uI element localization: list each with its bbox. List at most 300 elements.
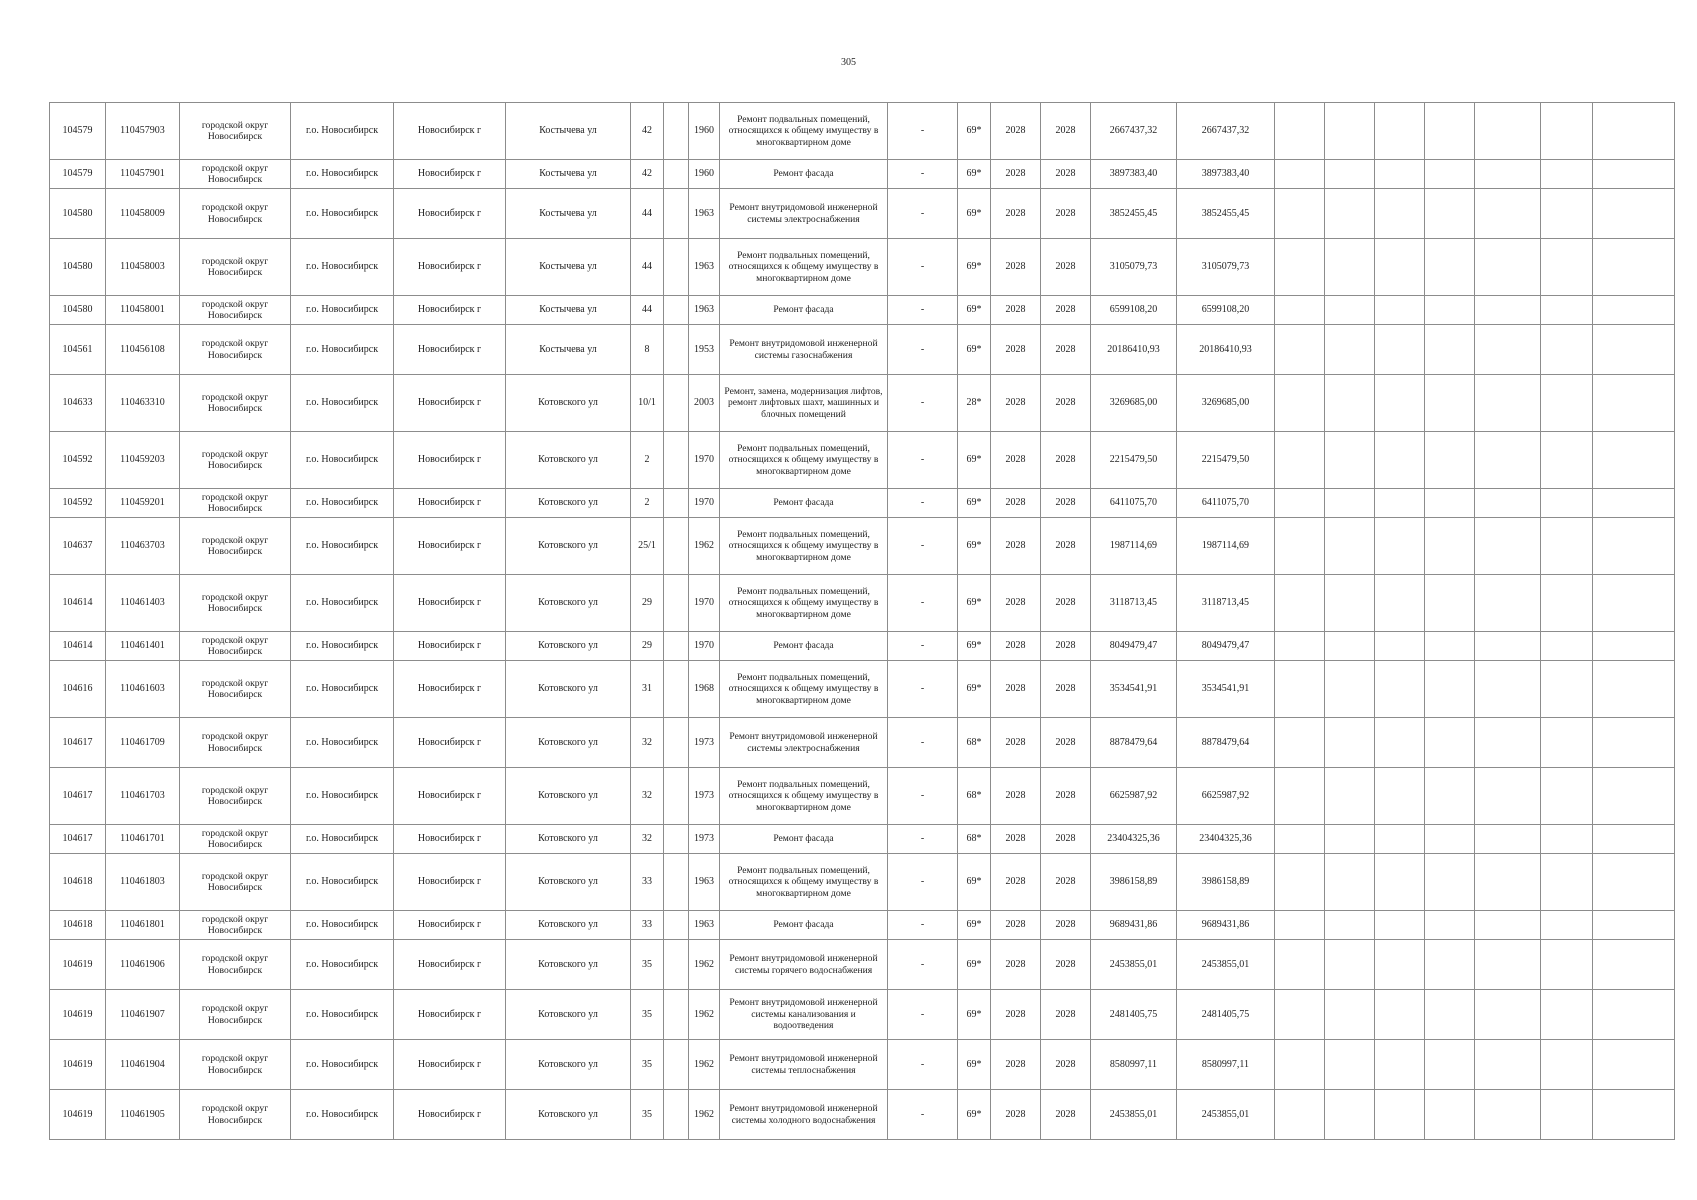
cell-plan-year: 2028 (991, 103, 1041, 160)
cell-plan-year: 2028 (991, 489, 1041, 518)
cell-wear: 69* (958, 1040, 991, 1090)
cell-total: 8049479,47 (1177, 632, 1275, 661)
cell-year: 1973 (689, 825, 720, 854)
cell-street: Костычева ул (506, 325, 631, 375)
cell-street: Котовского ул (506, 768, 631, 825)
cell-empty (1541, 189, 1593, 239)
cell-wear: 69* (958, 160, 991, 189)
cell-year: 1968 (689, 661, 720, 718)
cell-wear: 69* (958, 911, 991, 940)
cell-empty (1541, 325, 1593, 375)
table-row (50, 103, 1675, 160)
cell-plan-year: 2028 (991, 518, 1041, 575)
cell-year: 1960 (689, 160, 720, 189)
cell-year: 1963 (689, 296, 720, 325)
cell-plan-year: 2028 (991, 854, 1041, 911)
cell-empty (1541, 632, 1593, 661)
cell-wear: 68* (958, 718, 991, 768)
table-row (50, 854, 1675, 911)
cell-empty (1425, 661, 1475, 718)
cell-wear: 69* (958, 325, 991, 375)
cell-city: Новосибирск г (394, 375, 506, 432)
cell-year: 1960 (689, 103, 720, 160)
cell-municipality: городской округ Новосибирск (180, 575, 291, 632)
cell-cost: 23404325,36 (1091, 825, 1177, 854)
cell-cost: 2481405,75 (1091, 990, 1177, 1040)
cell-building (664, 296, 689, 325)
cell-city: Новосибирск г (394, 1090, 506, 1140)
cell-municipality: городской округ Новосибирск (180, 518, 291, 575)
cell-year-2: 2028 (1041, 189, 1091, 239)
cell-empty (1325, 489, 1375, 518)
cell-wear: 69* (958, 940, 991, 990)
cell-plan-year: 2028 (991, 1040, 1041, 1090)
cell-empty (1375, 189, 1425, 239)
cell-empty (1375, 940, 1425, 990)
cell-building (664, 325, 689, 375)
cell-empty (1425, 718, 1475, 768)
cell-empty (1593, 718, 1675, 768)
cell-house: 42 (631, 160, 664, 189)
cell-total: 3105079,73 (1177, 239, 1275, 296)
cell-house: 33 (631, 911, 664, 940)
cell-plan-year: 2028 (991, 375, 1041, 432)
cell-plan-year: 2028 (991, 940, 1041, 990)
cell-empty (1325, 911, 1375, 940)
cell-code: 110461801 (106, 911, 180, 940)
cell-unit: - (888, 911, 958, 940)
cell-empty (1275, 103, 1325, 160)
cell-empty (1275, 911, 1325, 940)
cell-id: 104618 (50, 854, 106, 911)
cell-wear: 69* (958, 432, 991, 489)
cell-total: 2453855,01 (1177, 940, 1275, 990)
cell-work-type: Ремонт внутридомовой инженерной системы электроснабжения (720, 718, 888, 768)
cell-empty (1475, 854, 1541, 911)
cell-cost: 2667437,32 (1091, 103, 1177, 160)
cell-id: 104619 (50, 940, 106, 990)
cell-unit: - (888, 518, 958, 575)
cell-id: 104633 (50, 375, 106, 432)
cell-city: Новосибирск г (394, 718, 506, 768)
table-row (50, 239, 1675, 296)
cell-municipality: городской округ Новосибирск (180, 825, 291, 854)
cell-cost: 3897383,40 (1091, 160, 1177, 189)
cell-empty (1425, 990, 1475, 1040)
cell-house: 8 (631, 325, 664, 375)
cell-work-type: Ремонт внутридомовой инженерной системы газоснабжения (720, 325, 888, 375)
cell-work-type: Ремонт фасада (720, 911, 888, 940)
cell-empty (1325, 940, 1375, 990)
cell-plan-year: 2028 (991, 189, 1041, 239)
cell-cost: 6411075,70 (1091, 489, 1177, 518)
cell-total: 3534541,91 (1177, 661, 1275, 718)
cell-cost: 9689431,86 (1091, 911, 1177, 940)
cell-empty (1425, 239, 1475, 296)
cell-empty (1425, 575, 1475, 632)
cell-empty (1425, 296, 1475, 325)
cell-house: 2 (631, 489, 664, 518)
cell-id: 104617 (50, 718, 106, 768)
cell-building (664, 825, 689, 854)
cell-id: 104592 (50, 432, 106, 489)
cell-empty (1593, 940, 1675, 990)
table-row (50, 768, 1675, 825)
cell-year-2: 2028 (1041, 854, 1091, 911)
table-row (50, 296, 1675, 325)
cell-plan-year: 2028 (991, 575, 1041, 632)
cell-year-2: 2028 (1041, 718, 1091, 768)
cell-unit: - (888, 296, 958, 325)
cell-work-type: Ремонт фасада (720, 489, 888, 518)
cell-unit: - (888, 854, 958, 911)
cell-municipality: городской округ Новосибирск (180, 632, 291, 661)
cell-cost: 8878479,64 (1091, 718, 1177, 768)
cell-unit: - (888, 718, 958, 768)
cell-empty (1275, 940, 1325, 990)
cell-building (664, 854, 689, 911)
cell-empty (1475, 990, 1541, 1040)
cell-wear: 28* (958, 375, 991, 432)
cell-empty (1593, 1040, 1675, 1090)
cell-empty (1475, 911, 1541, 940)
cell-street: Котовского ул (506, 825, 631, 854)
cell-empty (1375, 768, 1425, 825)
cell-cost: 3534541,91 (1091, 661, 1177, 718)
cell-id: 104616 (50, 661, 106, 718)
cell-plan-year: 2028 (991, 718, 1041, 768)
cell-empty (1425, 825, 1475, 854)
cell-wear: 69* (958, 296, 991, 325)
cell-unit: - (888, 103, 958, 160)
cell-building (664, 189, 689, 239)
cell-empty (1475, 103, 1541, 160)
cell-building (664, 103, 689, 160)
cell-empty (1325, 296, 1375, 325)
cell-id: 104614 (50, 632, 106, 661)
cell-year: 1962 (689, 1090, 720, 1140)
cell-unit: - (888, 239, 958, 296)
cell-empty (1475, 575, 1541, 632)
cell-municipality: городской округ Новосибирск (180, 189, 291, 239)
cell-total: 6625987,92 (1177, 768, 1275, 825)
table-row (50, 990, 1675, 1040)
cell-city: Новосибирск г (394, 103, 506, 160)
cell-building (664, 661, 689, 718)
cell-cost: 1987114,69 (1091, 518, 1177, 575)
cell-empty (1375, 575, 1425, 632)
cell-municipality: городской округ Новосибирск (180, 103, 291, 160)
table-row (50, 911, 1675, 940)
cell-unit: - (888, 189, 958, 239)
cell-street: Костычева ул (506, 189, 631, 239)
cell-empty (1375, 911, 1425, 940)
cell-empty (1425, 632, 1475, 661)
cell-city: Новосибирск г (394, 854, 506, 911)
cell-empty (1475, 296, 1541, 325)
cell-code: 110463310 (106, 375, 180, 432)
cell-house: 2 (631, 432, 664, 489)
cell-district: г.о. Новосибирск (291, 718, 394, 768)
cell-empty (1325, 325, 1375, 375)
cell-empty (1593, 160, 1675, 189)
cell-house: 29 (631, 632, 664, 661)
cell-empty (1475, 489, 1541, 518)
cell-code: 110461905 (106, 1090, 180, 1140)
cell-wear: 69* (958, 489, 991, 518)
cell-work-type: Ремонт внутридомовой инженерной системы теплоснабжения (720, 1040, 888, 1090)
cell-unit: - (888, 825, 958, 854)
cell-empty (1275, 296, 1325, 325)
cell-empty (1475, 661, 1541, 718)
cell-empty (1475, 160, 1541, 189)
cell-empty (1593, 103, 1675, 160)
cell-empty (1275, 518, 1325, 575)
table-row (50, 1040, 1675, 1090)
table-row (50, 518, 1675, 575)
cell-empty (1375, 325, 1425, 375)
cell-id: 104619 (50, 990, 106, 1040)
cell-empty (1541, 518, 1593, 575)
table-row (50, 325, 1675, 375)
cell-district: г.о. Новосибирск (291, 103, 394, 160)
cell-cost: 2215479,50 (1091, 432, 1177, 489)
cell-year: 1970 (689, 632, 720, 661)
cell-empty (1325, 160, 1375, 189)
cell-year: 1970 (689, 489, 720, 518)
cell-plan-year: 2028 (991, 160, 1041, 189)
cell-total: 2667437,32 (1177, 103, 1275, 160)
cell-district: г.о. Новосибирск (291, 911, 394, 940)
cell-year: 1970 (689, 575, 720, 632)
cell-year-2: 2028 (1041, 160, 1091, 189)
cell-empty (1541, 768, 1593, 825)
cell-house: 35 (631, 940, 664, 990)
cell-plan-year: 2028 (991, 432, 1041, 489)
cell-district: г.о. Новосибирск (291, 189, 394, 239)
cell-empty (1275, 375, 1325, 432)
cell-street: Котовского ул (506, 911, 631, 940)
cell-unit: - (888, 1040, 958, 1090)
cell-street: Котовского ул (506, 661, 631, 718)
cell-id: 104618 (50, 911, 106, 940)
cell-district: г.о. Новосибирск (291, 432, 394, 489)
cell-district: г.о. Новосибирск (291, 661, 394, 718)
cell-year-2: 2028 (1041, 1090, 1091, 1140)
cell-empty (1425, 325, 1475, 375)
table-row (50, 432, 1675, 489)
cell-empty (1325, 854, 1375, 911)
cell-year: 1953 (689, 325, 720, 375)
cell-empty (1593, 518, 1675, 575)
cell-empty (1375, 518, 1425, 575)
cell-empty (1275, 661, 1325, 718)
cell-district: г.о. Новосибирск (291, 296, 394, 325)
cell-total: 6411075,70 (1177, 489, 1275, 518)
cell-empty (1541, 160, 1593, 189)
cell-house: 25/1 (631, 518, 664, 575)
cell-district: г.о. Новосибирск (291, 375, 394, 432)
cell-empty (1375, 296, 1425, 325)
cell-unit: - (888, 768, 958, 825)
cell-district: г.о. Новосибирск (291, 990, 394, 1040)
cell-id: 104617 (50, 768, 106, 825)
cell-work-type: Ремонт подвальных помещений, относящихся к общему имуществу в многоквартирном доме (720, 518, 888, 575)
cell-plan-year: 2028 (991, 239, 1041, 296)
cell-street: Костычева ул (506, 160, 631, 189)
cell-unit: - (888, 661, 958, 718)
cell-house: 35 (631, 1040, 664, 1090)
cell-wear: 69* (958, 632, 991, 661)
cell-district: г.о. Новосибирск (291, 632, 394, 661)
cell-work-type: Ремонт фасада (720, 825, 888, 854)
cell-house: 33 (631, 854, 664, 911)
cell-unit: - (888, 1090, 958, 1140)
cell-wear: 69* (958, 575, 991, 632)
cell-house: 44 (631, 239, 664, 296)
cell-district: г.о. Новосибирск (291, 160, 394, 189)
cell-wear: 69* (958, 661, 991, 718)
cell-unit: - (888, 325, 958, 375)
cell-empty (1325, 239, 1375, 296)
table-row (50, 661, 1675, 718)
cell-empty (1275, 432, 1325, 489)
cell-municipality: городской округ Новосибирск (180, 432, 291, 489)
cell-empty (1593, 661, 1675, 718)
cell-empty (1541, 854, 1593, 911)
cell-empty (1593, 189, 1675, 239)
cell-city: Новосибирск г (394, 575, 506, 632)
cell-district: г.о. Новосибирск (291, 1090, 394, 1140)
cell-code: 110461401 (106, 632, 180, 661)
cell-empty (1275, 1090, 1325, 1140)
cell-empty (1475, 825, 1541, 854)
cell-unit: - (888, 575, 958, 632)
cell-total: 2215479,50 (1177, 432, 1275, 489)
cell-total: 2481405,75 (1177, 990, 1275, 1040)
cell-empty (1325, 768, 1375, 825)
cell-code: 110461904 (106, 1040, 180, 1090)
cell-total: 9689431,86 (1177, 911, 1275, 940)
cell-cost: 8580997,11 (1091, 1040, 1177, 1090)
page-number: 305 (841, 57, 856, 68)
cell-empty (1325, 718, 1375, 768)
cell-municipality: городской округ Новосибирск (180, 990, 291, 1040)
cell-empty (1275, 718, 1325, 768)
cell-code: 110461803 (106, 854, 180, 911)
cell-building (664, 432, 689, 489)
cell-empty (1325, 103, 1375, 160)
cell-street: Костычева ул (506, 239, 631, 296)
cell-city: Новосибирск г (394, 940, 506, 990)
cell-street: Котовского ул (506, 854, 631, 911)
cell-total: 3118713,45 (1177, 575, 1275, 632)
cell-empty (1275, 1040, 1325, 1090)
cell-district: г.о. Новосибирск (291, 940, 394, 990)
cell-district: г.о. Новосибирск (291, 1040, 394, 1090)
cell-street: Котовского ул (506, 990, 631, 1040)
cell-empty (1593, 375, 1675, 432)
cell-code: 110461701 (106, 825, 180, 854)
cell-cost: 3269685,00 (1091, 375, 1177, 432)
cell-city: Новосибирск г (394, 518, 506, 575)
cell-house: 35 (631, 1090, 664, 1140)
cell-wear: 69* (958, 103, 991, 160)
cell-empty (1593, 990, 1675, 1040)
cell-city: Новосибирск г (394, 911, 506, 940)
cell-year: 1962 (689, 518, 720, 575)
cell-empty (1275, 575, 1325, 632)
cell-building (664, 632, 689, 661)
cell-empty (1475, 1040, 1541, 1090)
cell-work-type: Ремонт внутридомовой инженерной системы электроснабжения (720, 189, 888, 239)
cell-city: Новосибирск г (394, 825, 506, 854)
table-row (50, 375, 1675, 432)
cell-empty (1541, 990, 1593, 1040)
cell-city: Новосибирск г (394, 632, 506, 661)
cell-id: 104579 (50, 103, 106, 160)
cell-empty (1425, 1040, 1475, 1090)
cell-year-2: 2028 (1041, 518, 1091, 575)
cell-house: 32 (631, 825, 664, 854)
cell-cost: 3986158,89 (1091, 854, 1177, 911)
cell-building (664, 489, 689, 518)
cell-code: 110457901 (106, 160, 180, 189)
cell-plan-year: 2028 (991, 661, 1041, 718)
cell-plan-year: 2028 (991, 1090, 1041, 1140)
cell-unit: - (888, 375, 958, 432)
cell-code: 110458003 (106, 239, 180, 296)
cell-municipality: городской округ Новосибирск (180, 296, 291, 325)
cell-building (664, 1040, 689, 1090)
cell-empty (1541, 575, 1593, 632)
cell-wear: 68* (958, 768, 991, 825)
cell-year: 1963 (689, 189, 720, 239)
cell-house: 32 (631, 768, 664, 825)
cell-work-type: Ремонт подвальных помещений, относящихся к общему имуществу в многоквартирном доме (720, 575, 888, 632)
table-row (50, 489, 1675, 518)
cell-house: 44 (631, 296, 664, 325)
cell-year: 1973 (689, 718, 720, 768)
cell-empty (1475, 768, 1541, 825)
cell-code: 110458001 (106, 296, 180, 325)
cell-work-type: Ремонт внутридомовой инженерной системы канализования и водоотведения (720, 990, 888, 1040)
cell-house: 31 (631, 661, 664, 718)
cell-city: Новосибирск г (394, 296, 506, 325)
cell-cost: 3852455,45 (1091, 189, 1177, 239)
cell-municipality: городской округ Новосибирск (180, 661, 291, 718)
cell-total: 1987114,69 (1177, 518, 1275, 575)
cell-work-type: Ремонт подвальных помещений, относящихся к общему имуществу в многоквартирном доме (720, 432, 888, 489)
cell-empty (1325, 575, 1375, 632)
cell-total: 2453855,01 (1177, 1090, 1275, 1140)
cell-code: 110459201 (106, 489, 180, 518)
cell-city: Новосибирск г (394, 768, 506, 825)
cell-plan-year: 2028 (991, 825, 1041, 854)
cell-street: Котовского ул (506, 375, 631, 432)
cell-work-type: Ремонт подвальных помещений, относящихся к общему имуществу в многоквартирном доме (720, 854, 888, 911)
cell-house: 35 (631, 990, 664, 1040)
cell-work-type: Ремонт внутридомовой инженерной системы горячего водоснабжения (720, 940, 888, 990)
cell-empty (1325, 432, 1375, 489)
cell-empty (1425, 854, 1475, 911)
cell-cost: 6599108,20 (1091, 296, 1177, 325)
cell-house: 32 (631, 718, 664, 768)
cell-code: 110461703 (106, 768, 180, 825)
cell-year: 1963 (689, 911, 720, 940)
cell-building (664, 160, 689, 189)
cell-municipality: городской округ Новосибирск (180, 489, 291, 518)
